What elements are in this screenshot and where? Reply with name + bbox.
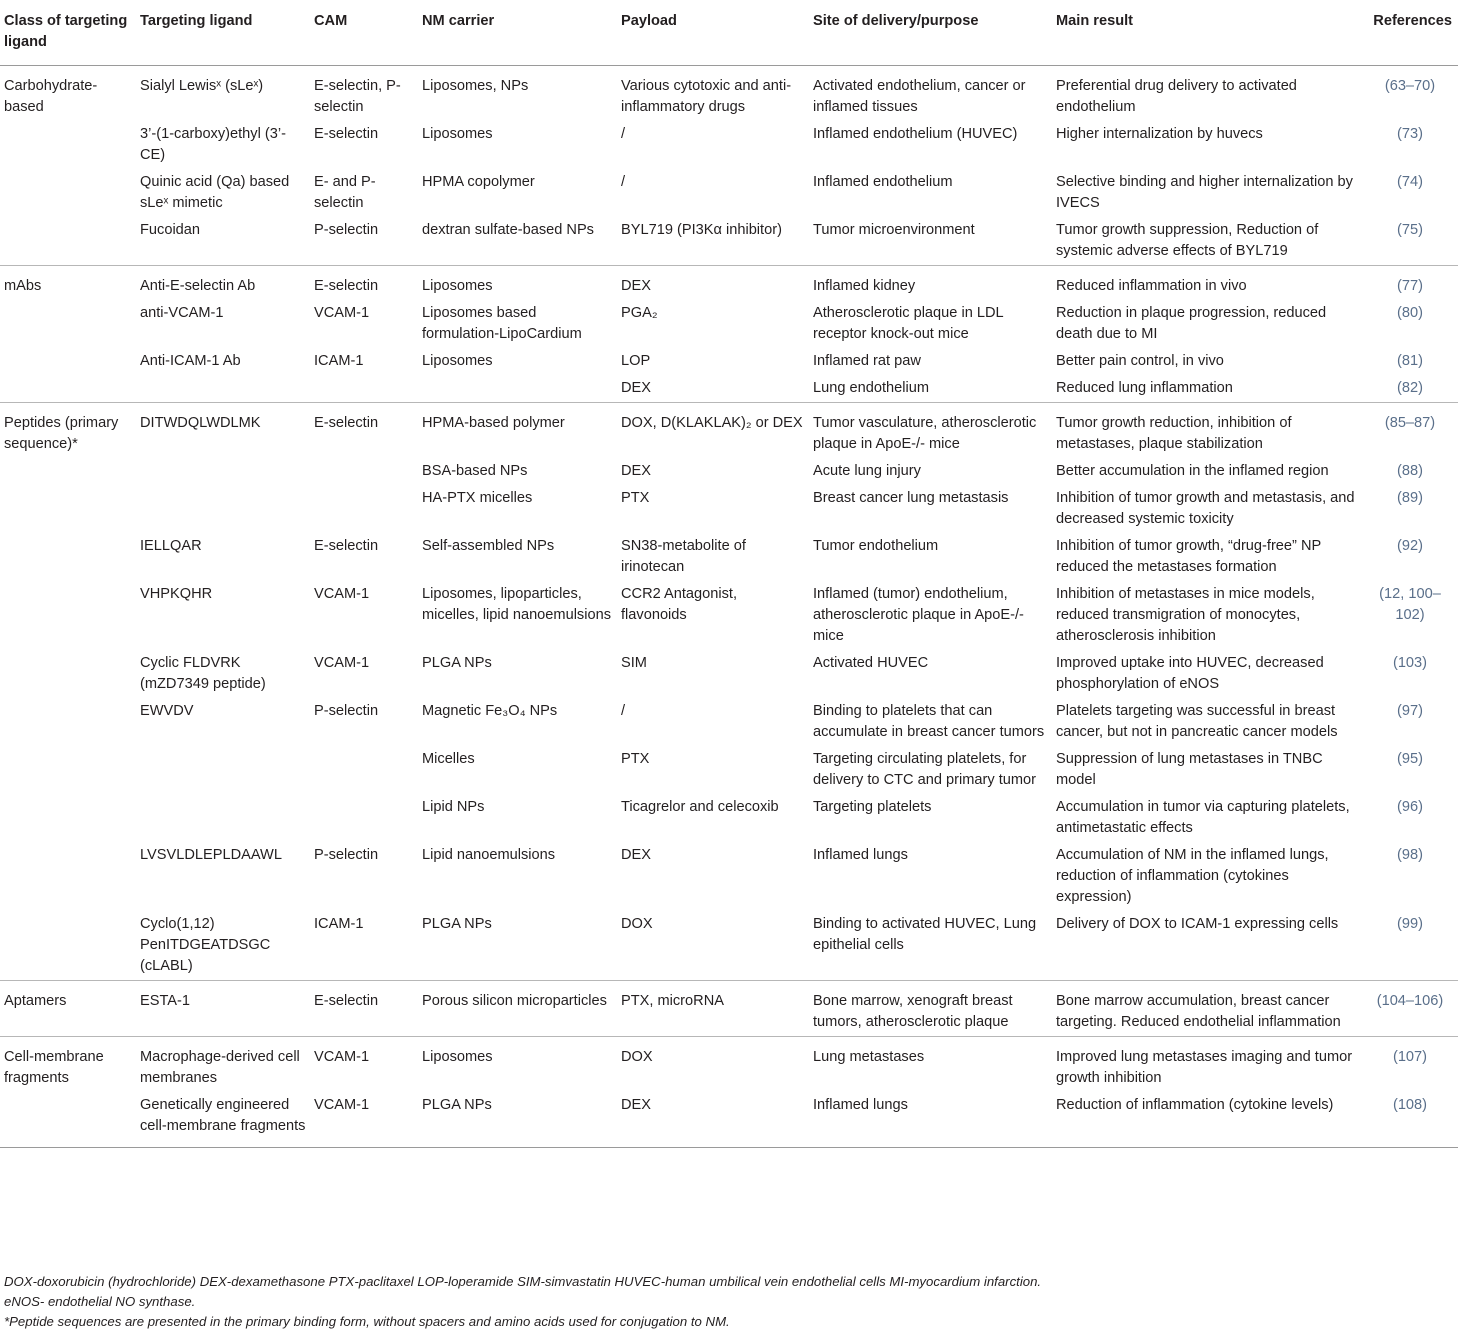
carrier-cell: BSA-based NPs [422,463,528,479]
ligand-cell: Genetically engineered cell-membrane fragments [136,1092,310,1148]
ligand-cell: Quinic acid (Qa) based sLeˣ mimetic [140,174,290,211]
ligand-cell: Anti-E-selectin Ab [136,266,310,301]
carrier-cell: Liposomes based formulation-LipoCardium [422,305,582,342]
result-cell: Bone marrow accumulation, breast cancer targeting. Reduced endothelial inflammation [1052,981,1362,1037]
payload-cell: DEX [617,266,809,301]
reference-cell: (89) [1397,490,1423,506]
class-cell [0,533,136,581]
cam-cell: P-selectin [314,847,379,863]
reference-cell: (95) [1397,751,1423,767]
header-payload: Payload [617,0,809,66]
table-row [0,698,1458,746]
site-cell: Inflamed (tumor) endothelium, atherosclerotic plaque in ApoE-/- mice [813,586,1024,644]
ligand-cell [136,794,310,842]
class-cell [0,458,136,485]
header-result: Main result [1052,0,1362,66]
site-cell: Acute lung injury [813,463,921,479]
class-cell: Carbohydrate-based [4,78,98,115]
result-cell: Reduction of inflammation (cytokine levels) [1052,1092,1362,1148]
payload-cell: SN38-metabolite of irinotecan [621,538,746,575]
ligand-cell: Cyclo(1,12) PenITDGEATDSGC (cLABL) [140,916,271,974]
class-cell [0,911,136,981]
class-cell [0,217,136,266]
payload-cell: PTX [621,490,650,506]
reference-cell: (63–70) [1384,78,1436,94]
class-cell [0,698,136,746]
carrier-cell: Magnetic Fe₃O₄ NPs [422,703,558,719]
cam-cell [310,458,418,485]
class-cell: mAbs [0,266,136,301]
cam-cell [310,746,418,794]
payload-cell: DEX [617,1092,809,1148]
carrier-cell: Liposomes [422,353,493,369]
payload-cell: / [621,703,626,719]
cam-cell: VCAM-1 [314,655,370,671]
reference-cell: (85–87) [1362,403,1458,459]
table-row [0,266,1458,301]
payload-cell: Various cytotoxic and anti-inflammatory drugs [621,78,792,115]
ligand-cell: Anti-ICAM-1 Ab [140,353,241,369]
reference-cell: (107) [1362,1037,1458,1093]
payload-cell: SIM [621,655,647,671]
carrier-cell: HA-PTX micelles [422,490,533,506]
site-cell: Inflamed lungs [813,847,908,863]
reference-cell: (103) [1392,655,1428,671]
footnote-abbreviations: DOX-doxorubicin (hydrochloride) DEX-dexamethasone PTX-paclitaxel LOP-loperamide SIM-simvastatin HUVEC-human umbilical vein endothelial cells MI-myocardium infarction. [4,1274,1042,1289]
result-cell: Better accumulation in the inflamed region [1056,463,1329,479]
ligand-cell: 3’-(1-carboxy)ethyl (3’-CE) [140,126,286,163]
table-row [0,842,1458,911]
payload-cell: DOX [621,916,653,932]
carrier-cell: Lipid nanoemulsions [422,847,556,863]
carrier-cell: dextran sulfate-based NPs [422,222,594,238]
footnote-peptides: *Peptide sequences are presented in the primary binding form, without spacers and amino acids used for conjugation to NM. [4,1314,730,1329]
result-cell: Better pain control, in vivo [1056,353,1224,369]
ligand-cell: LVSVLDLEPLDAAWL [140,847,282,863]
cam-cell: VCAM-1 [310,1037,418,1093]
class-cell [0,1092,136,1148]
table-row [0,533,1458,581]
reference-cell: (81) [1397,353,1423,369]
site-cell: Atherosclerotic plaque in LDL receptor knock-out mice [813,305,1004,342]
payload-cell: PGA₂ [621,305,658,321]
cam-cell: E-selectin [314,126,379,142]
cam-cell: E-selectin [314,538,379,554]
class-cell: Cell-membrane fragments [0,1037,136,1093]
payload-cell: DOX, D(KLAKLAK)₂ or DEX [617,403,809,459]
result-cell: Suppression of lung metastases in TNBC model [1056,751,1323,788]
cam-cell [310,794,418,842]
class-cell [0,300,136,348]
site-cell: Activated endothelium, cancer or inflamed tissues [813,78,1026,115]
cam-cell [310,485,418,533]
site-cell: Inflamed lungs [809,1092,1052,1148]
class-cell [0,375,136,403]
ligand-cell [136,375,310,403]
carrier-cell: Micelles [422,751,475,767]
site-cell: Lung endothelium [813,380,930,396]
carrier-cell: Porous silicon microparticles [418,981,617,1037]
result-cell: Tumor growth reduction, inhibition of metastases, plaque stabilization [1052,403,1362,459]
reference-cell: (99) [1397,916,1423,932]
ligand-cell: Macrophage-derived cell membranes [136,1037,310,1093]
result-cell: Preferential drug delivery to activated endothelium [1056,78,1297,115]
class-cell [0,650,136,698]
result-cell: Inhibition of tumor growth and metastasis, and decreased systemic toxicity [1056,490,1355,527]
reference-cell: (96) [1397,799,1423,815]
reference-cell: (92) [1397,538,1423,554]
class-cell [0,485,136,533]
reference-cell: (97) [1397,703,1423,719]
reference-cell: (74) [1397,174,1423,190]
carrier-cell: Liposomes [418,266,617,301]
class-cell [0,169,136,217]
site-cell: Inflamed rat paw [813,353,921,369]
ligand-cell [136,746,310,794]
site-cell: Lung metastases [809,1037,1052,1093]
site-cell: Tumor microenvironment [813,222,975,238]
table-row [0,348,1458,375]
class-cell [0,581,136,650]
header-class: Class of targeting ligand [0,0,136,66]
result-cell: Reduced lung inflammation [1056,380,1233,396]
result-cell: Improved uptake into HUVEC, decreased phosphorylation of eNOS [1056,655,1324,692]
payload-cell: PTX [621,751,650,767]
cam-cell [310,375,418,403]
footnote-enos: eNOS- endothelial NO synthase. [4,1294,196,1309]
table-row [0,66,1458,122]
table-row [0,794,1458,842]
class-cell [0,794,136,842]
header-row [0,0,1458,66]
ligand-cell: Cyclic FLDVRK (mZD7349 peptide) [140,655,266,692]
site-cell: Breast cancer lung metastasis [813,490,1009,506]
carrier-cell: Self-assembled NPs [422,538,555,554]
carrier-cell: HPMA-based polymer [418,403,617,459]
table-row [0,650,1458,698]
table-row [0,217,1458,266]
site-cell: Tumor vasculature, atherosclerotic plaque in ApoE-/- mice [809,403,1052,459]
carrier-cell: Liposomes [422,126,493,142]
ligand-cell: ESTA-1 [136,981,310,1037]
reference-cell: (75) [1397,222,1423,238]
carrier-cell: Lipid NPs [422,799,485,815]
ligand-cell: EWVDV [140,703,194,719]
site-cell: Bone marrow, xenograft breast tumors, atherosclerotic plaque [809,981,1052,1037]
ligand-cell [136,458,310,485]
site-cell: Inflamed endothelium (HUVEC) [813,126,1018,142]
cam-cell: P-selectin [314,703,379,719]
site-cell: Tumor endothelium [813,538,939,554]
reference-cell: (108) [1362,1092,1458,1148]
table-row [0,981,1458,1037]
payload-cell: DEX [621,847,652,863]
payload-cell: / [621,174,626,190]
table-row [0,169,1458,217]
class-cell [0,348,136,375]
table-row [0,375,1458,403]
payload-cell: DEX [621,380,652,396]
table-row [0,581,1458,650]
cam-cell: VCAM-1 [314,586,370,602]
header-carrier: NM carrier [418,0,617,66]
table-row [0,458,1458,485]
table-row [0,403,1458,459]
class-cell [0,842,136,911]
reference-cell: (88) [1397,463,1423,479]
payload-cell: DEX [621,463,652,479]
class-cell: Peptides (primary sequence)* [0,403,136,459]
cam-cell: E-selectin [310,403,418,459]
header-cam: CAM [310,0,418,66]
reference-cell: (77) [1362,266,1458,301]
result-cell: Delivery of DOX to ICAM-1 expressing cells [1056,916,1339,932]
header-site: Site of delivery/purpose [809,0,1052,66]
table-row [0,485,1458,533]
site-cell: Targeting platelets [813,799,932,815]
cam-cell: P-selectin [314,222,379,238]
table-row [0,121,1458,169]
result-cell: Platelets targeting was successful in breast cancer, but not in pancreatic cancer models [1056,703,1338,740]
cam-cell: E- and P-selectin [314,174,376,211]
payload-cell: / [621,126,626,142]
result-cell: Accumulation of NM in the inflamed lungs, reduction of inflammation (cytokines expression) [1056,847,1329,905]
result-cell: Reduction in plaque progression, reduced death due to MI [1056,305,1327,342]
payload-cell: BYL719 (PI3Kα inhibitor) [621,222,782,238]
class-cell: Aptamers [0,981,136,1037]
result-cell: Inhibition of tumor growth, “drug-free” NP reduced the metastases formation [1056,538,1321,575]
carrier-cell: PLGA NPs [418,1092,617,1148]
table-row [0,1037,1458,1093]
header-references: References [1362,0,1458,66]
header-ligand: Targeting ligand [136,0,310,66]
site-cell: Targeting circulating platelets, for delivery to CTC and primary tumor [813,751,1037,788]
class-cell [0,121,136,169]
ligand-cell: Fucoidan [140,222,201,238]
payload-cell: Ticagrelor and celecoxib [621,799,779,815]
reference-cell: (104–106) [1362,981,1458,1037]
payload-cell: CCR2 Antagonist, flavonoids [621,586,738,623]
payload-cell: DOX [617,1037,809,1093]
class-cell [0,746,136,794]
table-row [0,1092,1458,1148]
carrier-cell [418,375,617,403]
table-row [0,300,1458,348]
ligand-cell: VHPKQHR [140,586,213,602]
cam-cell: ICAM-1 [314,353,364,369]
reference-cell: (82) [1397,380,1423,396]
ligand-cell: DITWDQLWDLMK [136,403,310,459]
site-cell: Binding to activated HUVEC, Lung epithelial cells [813,916,1037,953]
ligand-cell: Sialyl Lewisˣ (sLeˣ) [140,78,264,94]
result-cell: Tumor growth suppression, Reduction of systemic adverse effects of BYL719 [1056,222,1319,259]
carrier-cell: Liposomes [418,1037,617,1093]
result-cell: Accumulation in tumor via capturing platelets, antimetastatic effects [1056,799,1350,836]
cam-cell: E-selectin [310,266,418,301]
cam-cell: ICAM-1 [314,916,364,932]
cam-cell: E-selectin, P-selectin [314,78,401,115]
carrier-cell: PLGA NPs [422,916,492,932]
site-cell: Binding to platelets that can accumulate in breast cancer tumors [813,703,1045,740]
ligand-cell [136,485,310,533]
carrier-cell: PLGA NPs [422,655,492,671]
reference-cell: (98) [1397,847,1423,863]
carrier-cell: Liposomes, lipoparticles, micelles, lipid nanoemulsions [422,586,611,623]
result-cell: Improved lung metastases imaging and tumor growth inhibition [1052,1037,1362,1093]
carrier-cell: Liposomes, NPs [422,78,529,94]
site-cell: Activated HUVEC [813,655,929,671]
reference-cell: (73) [1397,126,1423,142]
table-footnotes [4,1272,1444,1332]
table-row [0,746,1458,794]
reference-cell: (80) [1397,305,1423,321]
result-cell: Selective binding and higher internalization by IVECS [1056,174,1353,211]
result-cell: Higher internalization by huvecs [1056,126,1263,142]
payload-cell: LOP [621,353,651,369]
cam-cell: VCAM-1 [314,305,370,321]
table-row [0,911,1458,981]
cam-cell: E-selectin [310,981,418,1037]
cam-cell: VCAM-1 [310,1092,418,1148]
ligand-cell: anti-VCAM-1 [140,305,224,321]
reference-cell: (12, 100–102) [1379,586,1441,623]
carrier-cell: HPMA copolymer [422,174,535,190]
result-cell: Reduced inflammation in vivo [1052,266,1362,301]
site-cell: Inflamed kidney [809,266,1052,301]
result-cell: Inhibition of metastases in mice models, reduced transmigration of monocytes, atherosclerosis inhibition [1056,586,1315,644]
site-cell: Inflamed endothelium [813,174,953,190]
payload-cell: PTX, microRNA [617,981,809,1037]
ligand-cell: IELLQAR [140,538,202,554]
